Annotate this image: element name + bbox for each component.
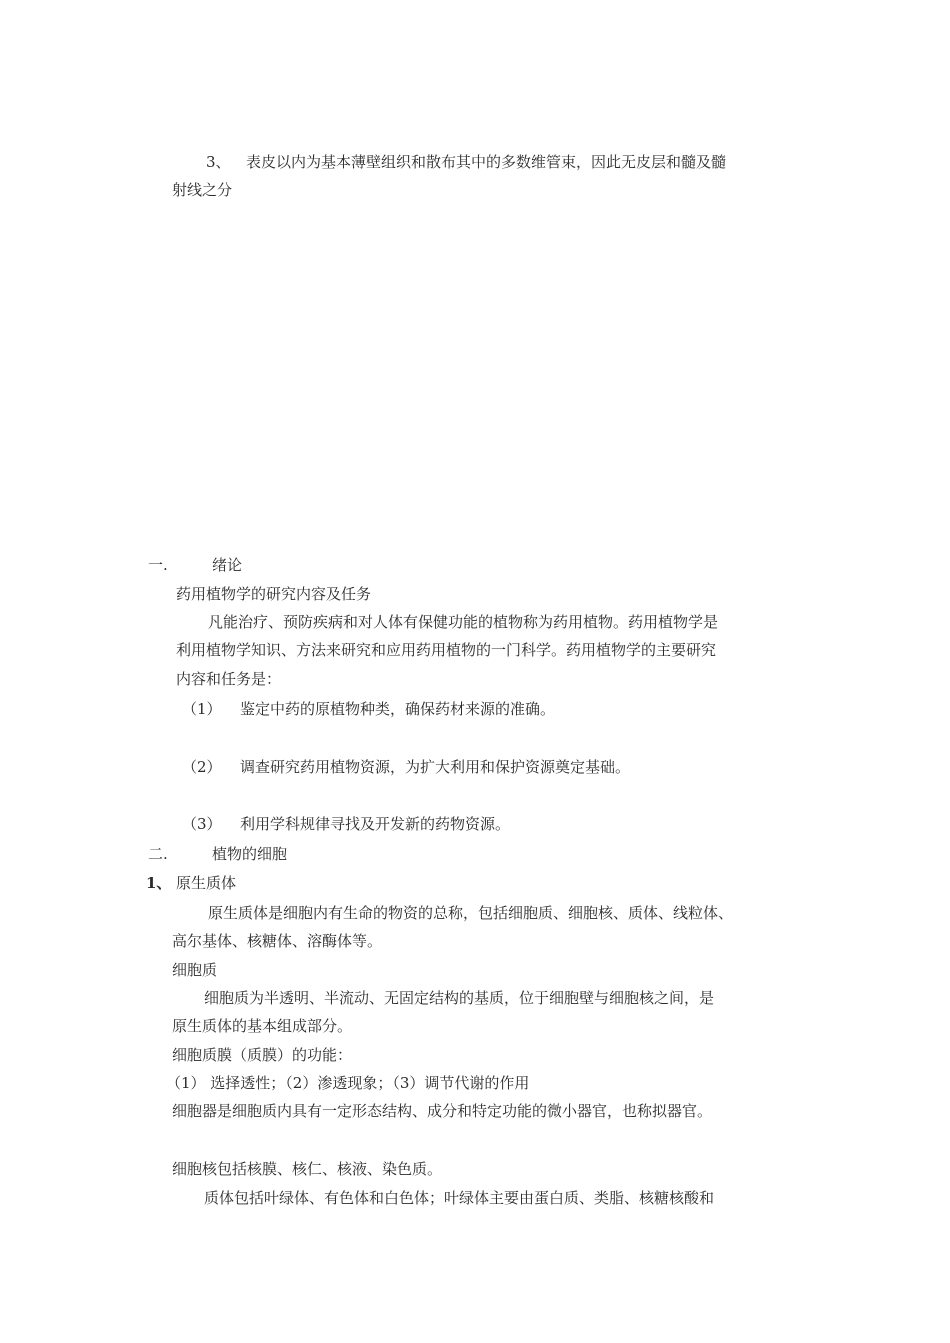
paragraph-line: 原生质体是细胞内有生命的物资的总称，包括细胞质、细胞核、质体、线粒体、 <box>208 904 734 922</box>
subsection-title: 原生质体 <box>176 874 237 892</box>
list-item-number: （3） <box>182 815 222 833</box>
list-item-text: 利用学科规律寻找及开发新的药物资源。 <box>240 815 511 833</box>
item-number: 3、 <box>206 153 231 171</box>
heading-membrane: 细胞质膜（质膜）的功能： <box>172 1046 353 1064</box>
subsection-title: 药用植物学的研究内容及任务 <box>176 585 372 603</box>
heading-cytoplasm: 细胞质 <box>172 961 218 979</box>
paragraph-line: 利用植物学知识、方法来研究和应用药用植物的一门科学。药用植物学的主要研究 <box>176 641 717 659</box>
list-item-text: 调查研究药用植物资源，为扩大利用和保护资源奠定基础。 <box>240 758 631 776</box>
paragraph-line: 凡能治疗、预防疾病和对人体有保健功能的植物称为药用植物。药用植物学是 <box>208 613 719 631</box>
paragraph-line: 内容和任务是： <box>176 670 282 688</box>
paragraph-line: 表皮以内为基本薄壁组织和散布其中的多数维管束，因此无皮层和髓及髓 <box>246 153 727 171</box>
section-title: 绪论 <box>212 556 243 574</box>
membrane-functions: （1） 选择透性；（2）渗透现象；（3）调节代谢的作用 <box>166 1074 530 1092</box>
section-number: 二. <box>148 845 168 863</box>
section-number: 一. <box>148 556 168 574</box>
paragraph-line: 质体包括叶绿体、有色体和白色体；叶绿体主要由蛋白质、类脂、核糖核酸和 <box>204 1189 715 1207</box>
list-item-number: （2） <box>182 758 222 776</box>
paragraph-line: 原生质体的基本组成部分。 <box>172 1017 353 1035</box>
paragraph-line: 细胞质为半透明、半流动、无固定结构的基质，位于细胞壁与细胞核之间，是 <box>204 989 715 1007</box>
paragraph-line: 细胞核包括核膜、核仁、核液、染色质。 <box>172 1160 443 1178</box>
list-item-number: （1） <box>182 700 222 718</box>
section-title: 植物的细胞 <box>212 845 288 863</box>
list-item-text: 鉴定中药的原植物种类，确保药材来源的准确。 <box>240 700 556 718</box>
subsection-number: 1、 <box>146 874 172 892</box>
paragraph-line: 细胞器是细胞质内具有一定形态结构、成分和特定功能的微小器官，也称拟器官。 <box>172 1102 713 1120</box>
paragraph-line: 射线之分 <box>172 181 233 199</box>
paragraph-line: 高尔基体、核糖体、溶酶体等。 <box>172 932 383 950</box>
